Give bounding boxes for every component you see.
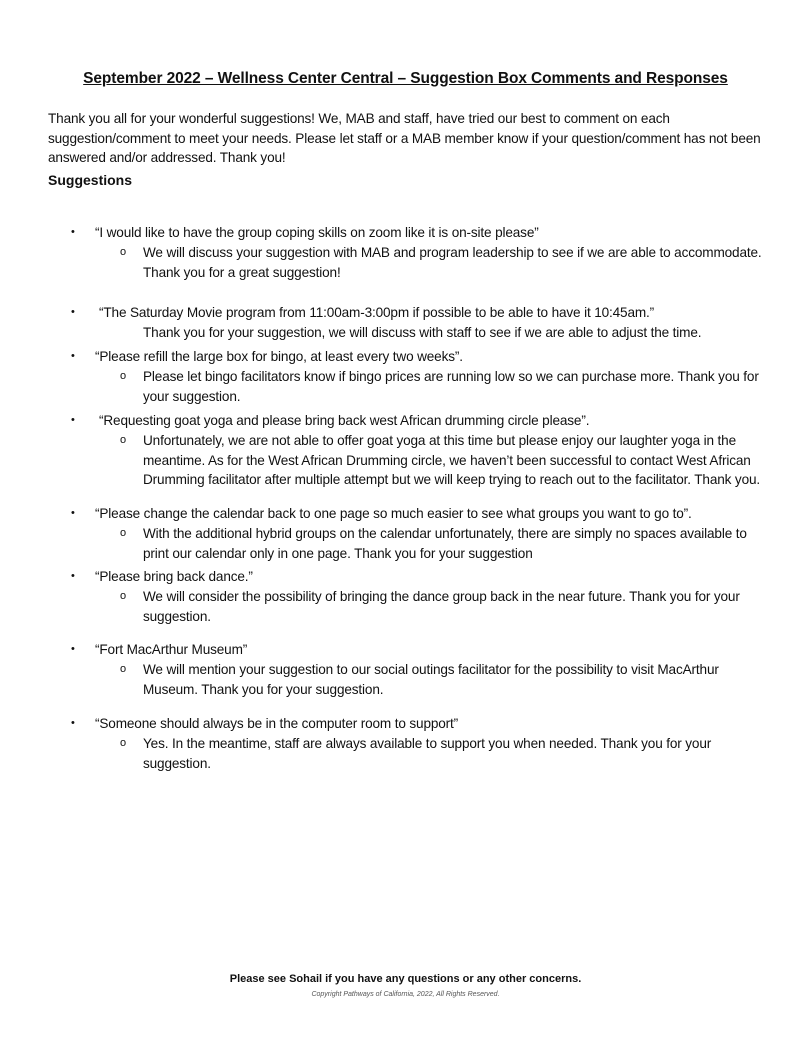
bullet-marker: • xyxy=(71,507,75,519)
suggestion-quote: “Requesting goat yoga and please bring back west African drumming circle please”. xyxy=(99,413,590,428)
footer-note: Please see Sohail if you have any questions or any other concerns. xyxy=(229,973,582,985)
suggestion-response: With the additional hybrid groups on the calendar unfortunately, there are simply no spaces available to print our calendar only in one page. Thank you for your suggestion xyxy=(143,526,747,561)
response-marker: o xyxy=(120,663,126,675)
suggestion-response: We will consider the possibility of bringing the dance group back in the near future. Thank you for your suggestion. xyxy=(143,589,740,624)
bullet-marker: • xyxy=(71,717,75,729)
suggestion-quote: “Please bring back dance.” xyxy=(95,569,253,584)
suggestion-response: Unfortunately, we are not able to offer goat yoga at this time but please enjoy our laughter yoga in the meantime. As for the West African Drumming circle, we haven’t been successful to contact West African Drumming facilitator after multiple attempt but we will keep trying to reach out to the facilitator. Thank you. xyxy=(143,433,761,487)
bullet-marker: • xyxy=(71,570,75,582)
bullet-marker: • xyxy=(71,414,75,426)
bullet-marker: • xyxy=(71,350,75,362)
suggestion-response: Yes. In the meantime, staff are always available to support you when needed. Thank you for your suggestion. xyxy=(143,736,712,771)
bullet-marker: • xyxy=(71,306,75,318)
response-marker: o xyxy=(120,246,126,258)
response-marker: o xyxy=(120,737,126,749)
suggestion-quote: “Please refill the large box for bingo, at least every two weeks”. xyxy=(95,349,463,364)
response-marker: o xyxy=(120,434,126,446)
intro-paragraph: Thank you all for your wonderful suggestions! We, MAB and staff, have tried our best to comment on each suggestion/comment to meet your needs. Please let staff or a MAB member know if your question/comment has not been answered and/or addressed. Thank you! xyxy=(48,111,761,165)
document-title: September 2022 – Wellness Center Central – Suggestion Box Comments and Responses xyxy=(83,70,728,87)
bullet-marker: • xyxy=(71,643,75,655)
suggestion-response: We will discuss your suggestion with MAB and program leadership to see if we are able to accommodate. Thank you for a great suggestion! xyxy=(143,245,762,280)
suggestion-response: Thank you for your suggestion, we will discuss with staff to see if we are able to adjust the time. xyxy=(143,325,702,340)
suggestion-quote: “Fort MacArthur Museum” xyxy=(95,642,248,657)
response-marker: o xyxy=(120,590,126,602)
copyright-notice: Copyright Pathways of California, 2022, All Rights Reserved. xyxy=(311,991,500,998)
suggestion-quote: “I would like to have the group coping skills on zoom like it is on-site please” xyxy=(95,225,539,240)
response-marker: o xyxy=(120,370,126,382)
suggestion-quote: “Someone should always be in the computer room to support” xyxy=(95,716,459,731)
suggestion-quote: “The Saturday Movie program from 11:00am-3:00pm if possible to be able to have it 10:45am.” xyxy=(99,305,655,320)
response-marker: o xyxy=(120,527,126,539)
suggestion-quote: “Please change the calendar back to one page so much easier to see what groups you want to go to”. xyxy=(95,506,692,521)
bullet-marker: • xyxy=(71,226,75,238)
suggestion-response: We will mention your suggestion to our social outings facilitator for the possibility to visit MacArthur Museum. Thank you for your suggestion. xyxy=(143,662,719,697)
suggestion-response: Please let bingo facilitators know if bingo prices are running low so we can purchase more. Thank you for your suggestion. xyxy=(143,369,759,404)
section-heading-suggestions: Suggestions xyxy=(48,172,133,188)
